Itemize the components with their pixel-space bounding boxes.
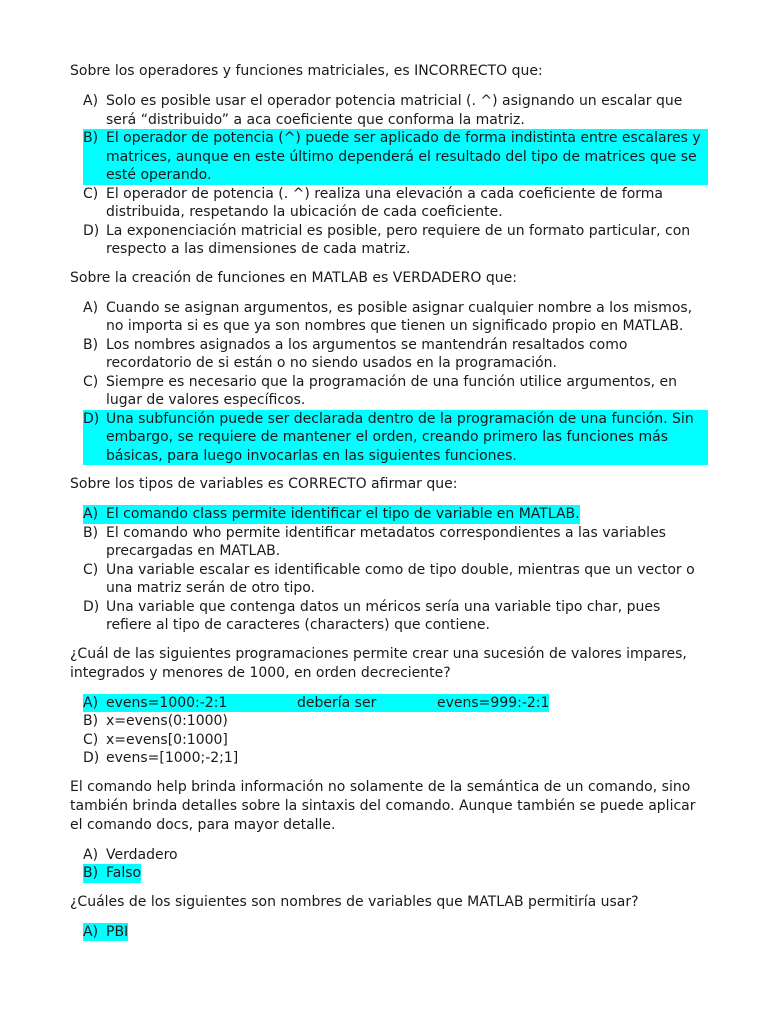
option-b xyxy=(83,336,708,373)
question-text: El comando help brinda información no solamente de la semántica de un comando, sino también brinda detalles sobre la sintaxis del comando. Aunque también se puede aplicar el comando docs, para mayor detalle. xyxy=(70,778,696,833)
option-b-highlighted xyxy=(83,864,708,883)
option-letter: D) xyxy=(83,598,100,615)
option-c xyxy=(83,561,708,598)
option-d xyxy=(83,222,708,259)
option-letter: C) xyxy=(83,373,99,390)
options-list xyxy=(70,92,708,259)
option-text: x=evens[0:1000] xyxy=(106,731,228,748)
question-text: ¿Cuál de las siguientes programaciones permite crear una sucesión de valores impares, integrados y menores de 1000, en orden decreciente? xyxy=(70,645,687,681)
option-letter: A) xyxy=(83,93,99,109)
option-d-highlighted xyxy=(83,410,708,466)
option-letter: A) xyxy=(83,299,99,316)
option-b-highlighted xyxy=(83,129,708,185)
question-4 xyxy=(70,645,708,768)
option-a-highlighted xyxy=(83,505,708,524)
options-list xyxy=(70,505,708,635)
option-text: El comando class permite identificar el tipo de variable en MATLAB. xyxy=(106,506,580,522)
option-a-highlighted xyxy=(83,923,708,942)
option-text: Los nombres asignados a los argumentos se mantendrán resaltados como recordatorio de si están o no siendo usados en la programación. xyxy=(106,336,628,371)
question-2 xyxy=(70,269,708,466)
question-text: Sobre los operadores y funciones matriciales, es INCORRECTO que: xyxy=(70,63,543,79)
option-letter: B) xyxy=(83,129,106,185)
option-letter: A) xyxy=(83,694,106,713)
option-d xyxy=(83,749,708,768)
option-letter: C) xyxy=(83,185,99,202)
option-a xyxy=(83,92,708,129)
option-a xyxy=(83,299,708,336)
question-1 xyxy=(70,62,708,259)
option-c xyxy=(83,185,708,222)
option-letter: A) xyxy=(83,846,99,863)
option-text: Una variable escalar es identificable como de tipo double, mientras que un vector o una matriz serán de otro tipo. xyxy=(106,561,695,596)
options-list xyxy=(70,694,708,768)
question-6 xyxy=(70,893,708,942)
option-text: Solo es posible usar el operador potencia matricial (. ^) asignando un escalar que será “distribuido” a aca coeficiente que conforma la matriz. xyxy=(106,93,683,128)
option-letter: D) xyxy=(83,222,100,239)
option-letter: A) xyxy=(83,923,106,942)
option-letter: B) xyxy=(83,713,99,729)
option-code: evens=1000:-2:1 xyxy=(106,694,228,711)
option-letter: D) xyxy=(83,750,100,766)
question-text: Sobre la creación de funciones en MATLAB es VERDADERO que: xyxy=(70,269,517,286)
question-3 xyxy=(70,475,708,635)
option-text: Siempre es necesario que la programación de una función utilice argumentos, en lugar de valores específicos. xyxy=(106,373,678,408)
option-c xyxy=(83,731,708,750)
option-text: x=evens(0:1000) xyxy=(106,713,228,729)
option-text: evens=[1000;-2;1] xyxy=(106,750,239,766)
option-b xyxy=(83,712,708,731)
option-text: Falso xyxy=(106,865,142,881)
question-text: ¿Cuáles de los siguientes son nombres de variables que MATLAB permitiría usar? xyxy=(70,893,639,910)
option-letter: B) xyxy=(83,336,99,353)
options-list xyxy=(70,923,708,942)
option-text: PBI xyxy=(106,923,129,940)
option-correction: evens=999:-2:1 xyxy=(437,694,550,711)
option-note: debería ser xyxy=(297,694,377,711)
option-letter: C) xyxy=(83,731,99,748)
option-text: Cuando se asignan argumentos, es posible asignar cualquier nombre a los mismos, no importa si es que ya son nombres que tienen un significado propio en MATLAB. xyxy=(106,299,693,334)
option-text: Verdadero xyxy=(106,846,178,863)
option-b xyxy=(83,524,708,561)
option-letter: B) xyxy=(83,864,106,883)
option-text: La exponenciación matricial es posible, pero requiere de un formato particular, con respecto a las dimensiones de cada matriz. xyxy=(106,222,691,257)
question-5 xyxy=(70,778,708,883)
question-text: Sobre los tipos de variables es CORRECTO afirmar que: xyxy=(70,476,458,492)
option-d xyxy=(83,598,708,635)
option-a-highlighted xyxy=(83,694,708,713)
option-text: El operador de potencia (. ^) realiza una elevación a cada coeficiente de forma distribuida, respetando la ubicación de cada coeficiente. xyxy=(106,185,663,220)
options-list xyxy=(70,846,708,883)
option-a xyxy=(83,846,708,865)
options-list xyxy=(70,299,708,466)
option-letter: D) xyxy=(83,410,106,466)
option-text: Una subfunción puede ser declarada dentro de la programación de una función. Sin embargo, se requiere de mantener el orden, creando primero las funciones más básicas, para luego invocarlas en las siguientes funciones. xyxy=(106,410,708,466)
option-letter: B) xyxy=(83,524,99,541)
option-c xyxy=(83,373,708,410)
option-letter: A) xyxy=(83,505,106,524)
option-text: El comando who permite identificar metadatos correspondientes a las variables precargadas en MATLAB. xyxy=(106,524,666,559)
option-text xyxy=(106,694,549,713)
option-text: El operador de potencia (^) puede ser aplicado de forma indistinta entre escalares y matrices, aunque en este último dependerá el resultado del tipo de matrices que se esté operando. xyxy=(106,129,708,185)
option-letter: C) xyxy=(83,561,99,578)
option-text: Una variable que contenga datos un méricos sería una variable tipo char, pues refiere al tipo de caracteres (characters) que contiene. xyxy=(106,598,661,633)
